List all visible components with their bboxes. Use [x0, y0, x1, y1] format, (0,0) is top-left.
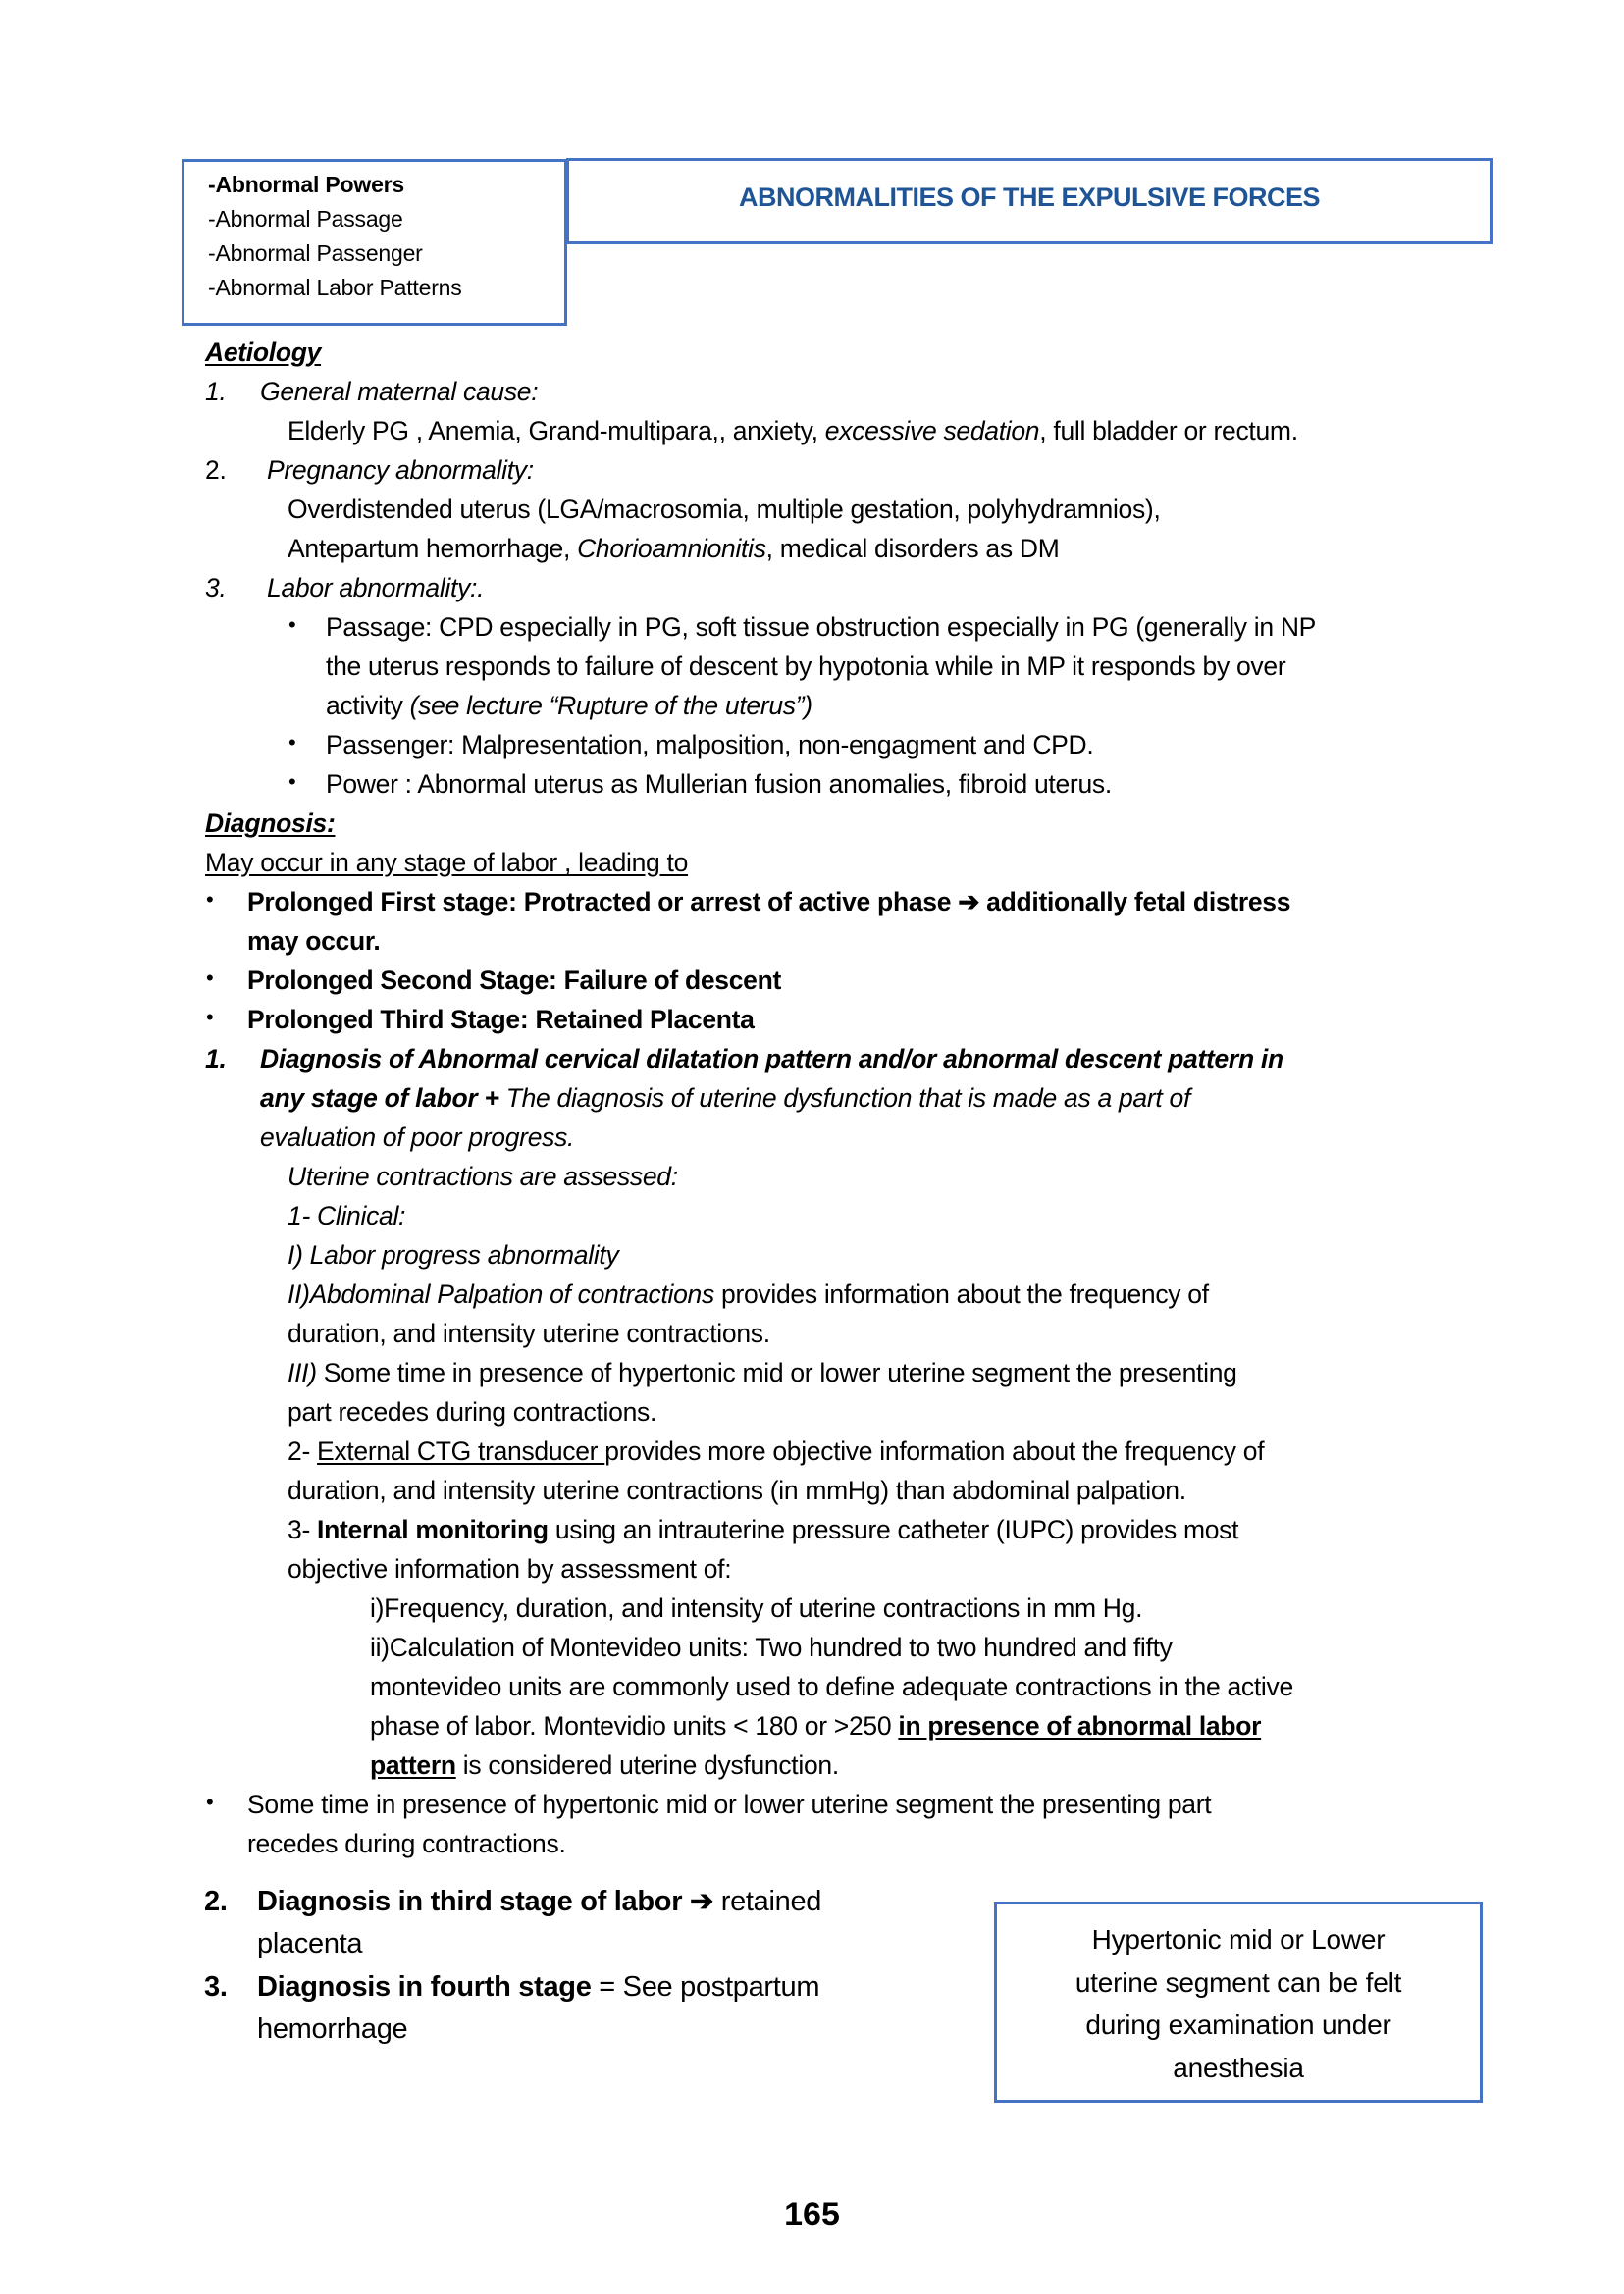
labor-bullet-passage-line2: the uterus responds to failure of descent by hypotonia while in MP it responds by over	[326, 652, 1286, 681]
page-number: 165	[784, 2196, 840, 2233]
title-box	[566, 158, 1493, 244]
uterine-contractions-assessed: Uterine contractions are assessed:	[288, 1162, 678, 1191]
bullet-icon: •	[288, 769, 296, 794]
labor-bullet-power: Power : Abnormal uterus as Mullerian fusion anomalies, fibroid uterus.	[326, 769, 1112, 799]
aetiology-item-1-label: General maternal cause:	[260, 377, 539, 406]
diagnosis-item-1-line2: any stage of labor + The diagnosis of uterine dysfunction that is made as a part of	[260, 1083, 1191, 1113]
stage-bullet-first-line2: may occur.	[247, 926, 381, 956]
diagnosis-item-1-number: 1.	[205, 1044, 227, 1073]
diagnosis-item-2-line1: Diagnosis in third stage of labor ➔ retained	[257, 1886, 822, 1917]
labor-bullet-passage-line3: activity (see lecture “Rupture of the uterus”)	[326, 691, 812, 720]
diagnosis-item-3-line2: hemorrhage	[257, 2013, 408, 2045]
diagnosis-item-1-line1: Diagnosis of Abnormal cervical dilatation pattern and/or abnormal descent pattern in	[260, 1044, 1283, 1073]
diagnosis-item-3-line1: Diagnosis in fourth stage = See postpartum	[257, 1971, 820, 2003]
iupc-sub-ii-line3: phase of labor. Montevidio units < 180 or >250 in presence of abnormal labor	[370, 1711, 1262, 1741]
diagnosis-intro: May occur in any stage of labor , leading to	[205, 848, 689, 877]
stage-bullet-second: Prolonged Second Stage: Failure of descent	[247, 965, 781, 995]
aetiology-item-2-label: Pregnancy abnormality:	[267, 455, 534, 485]
bullet-icon: •	[206, 887, 214, 912]
aetiology-item-1-text: Elderly PG , Anemia, Grand-multipara,, anxiety, excessive sedation, full bladder or rectum.	[288, 416, 1298, 445]
iupc-sub-ii-line1: ii)Calculation of Montevideo units: Two hundred to two hundred and fifty	[370, 1633, 1173, 1662]
diagnosis-heading: Diagnosis:	[205, 808, 336, 838]
extra-bullet-line1: Some time in presence of hypertonic mid or lower uterine segment the presenting part	[247, 1790, 1212, 1819]
aetiology-item-3-label: Labor abnormality:.	[267, 573, 485, 602]
clinical-iii-line1: III) Some time in presence of hypertonic mid or lower uterine segment the presenting	[288, 1358, 1237, 1387]
clinical-ii-line2: duration, and intensity uterine contractions.	[288, 1319, 770, 1348]
stage-bullet-first-line1: Prolonged First stage: Protracted or arrest of active phase ➔ additionally fetal distress	[247, 887, 1291, 916]
topic-abnormal-passenger: -Abnormal Passenger	[208, 240, 423, 266]
topic-abnormal-labor-patterns: -Abnormal Labor Patterns	[208, 275, 462, 300]
bullet-icon: •	[206, 1005, 214, 1029]
page-title: ABNORMALITIES OF THE EXPULSIVE FORCES	[738, 182, 1321, 212]
labor-bullet-passenger: Passenger: Malpresentation, malposition, non-engagment and CPD.	[326, 730, 1094, 759]
external-ctg-line2: duration, and intensity uterine contractions (in mmHg) than abdominal palpation.	[288, 1476, 1186, 1505]
aetiology-item-1-number: 1.	[205, 377, 227, 406]
iupc-sub-ii-line4: pattern is considered uterine dysfunction.	[370, 1750, 839, 1780]
clinical-iii-line2: part recedes during contractions.	[288, 1397, 657, 1427]
diagnosis-item-3-number: 3.	[204, 1971, 228, 2003]
aetiology-item-3-number: 3.	[205, 573, 227, 602]
internal-monitoring-line1: 3- Internal monitoring using an intrauterine pressure catheter (IUPC) provides most	[288, 1515, 1239, 1544]
aetiology-heading: Aetiology	[205, 338, 322, 367]
bullet-icon: •	[206, 965, 214, 990]
diagnosis-item-2-number: 2.	[204, 1886, 228, 1917]
note-box	[994, 1902, 1483, 2103]
topic-abnormal-powers: -Abnormal Powers	[208, 172, 405, 197]
diagnosis-item-2-line2: placenta	[257, 1928, 363, 1959]
aetiology-item-2-line2: Antepartum hemorrhage, Chorioamnionitis, medical disorders as DM	[288, 534, 1060, 563]
clinical-ii-line1: II)Abdominal Palpation of contractions provides information about the frequency of	[288, 1279, 1209, 1309]
note-text: Hypertonic mid or Lower uterine segment can be felt during examination under anesthesia	[1074, 1924, 1402, 2083]
extra-bullet-line2: recedes during contractions.	[247, 1829, 566, 1858]
aetiology-item-2-line1: Overdistended uterus (LGA/macrosomia, multiple gestation, polyhydramnios),	[288, 495, 1161, 524]
aetiology-item-2-number: 2.	[205, 455, 227, 485]
topic-abnormal-passage: -Abnormal Passage	[208, 206, 403, 232]
topics-box	[182, 159, 567, 326]
clinical-heading: 1- Clinical:	[288, 1201, 406, 1230]
diagnosis-item-1-line3: evaluation of poor progress.	[260, 1122, 575, 1152]
labor-bullet-passage-line1: Passage: CPD especially in PG, soft tissue obstruction especially in PG (generally in NP	[326, 612, 1317, 642]
internal-monitoring-line2: objective information by assessment of:	[288, 1554, 732, 1584]
bullet-icon: •	[288, 612, 296, 637]
iupc-sub-i: i)Frequency, duration, and intensity of uterine contractions in mm Hg.	[370, 1593, 1143, 1623]
external-ctg-line1: 2- External CTG transducer provides more objective information about the frequency of	[288, 1436, 1265, 1466]
bullet-icon: •	[206, 1790, 214, 1814]
stage-bullet-third: Prolonged Third Stage: Retained Placenta	[247, 1005, 755, 1034]
bullet-icon: •	[288, 730, 296, 755]
clinical-i: I) Labor progress abnormality	[288, 1240, 619, 1270]
iupc-sub-ii-line2: montevideo units are commonly used to define adequate contractions in the active	[370, 1672, 1293, 1701]
